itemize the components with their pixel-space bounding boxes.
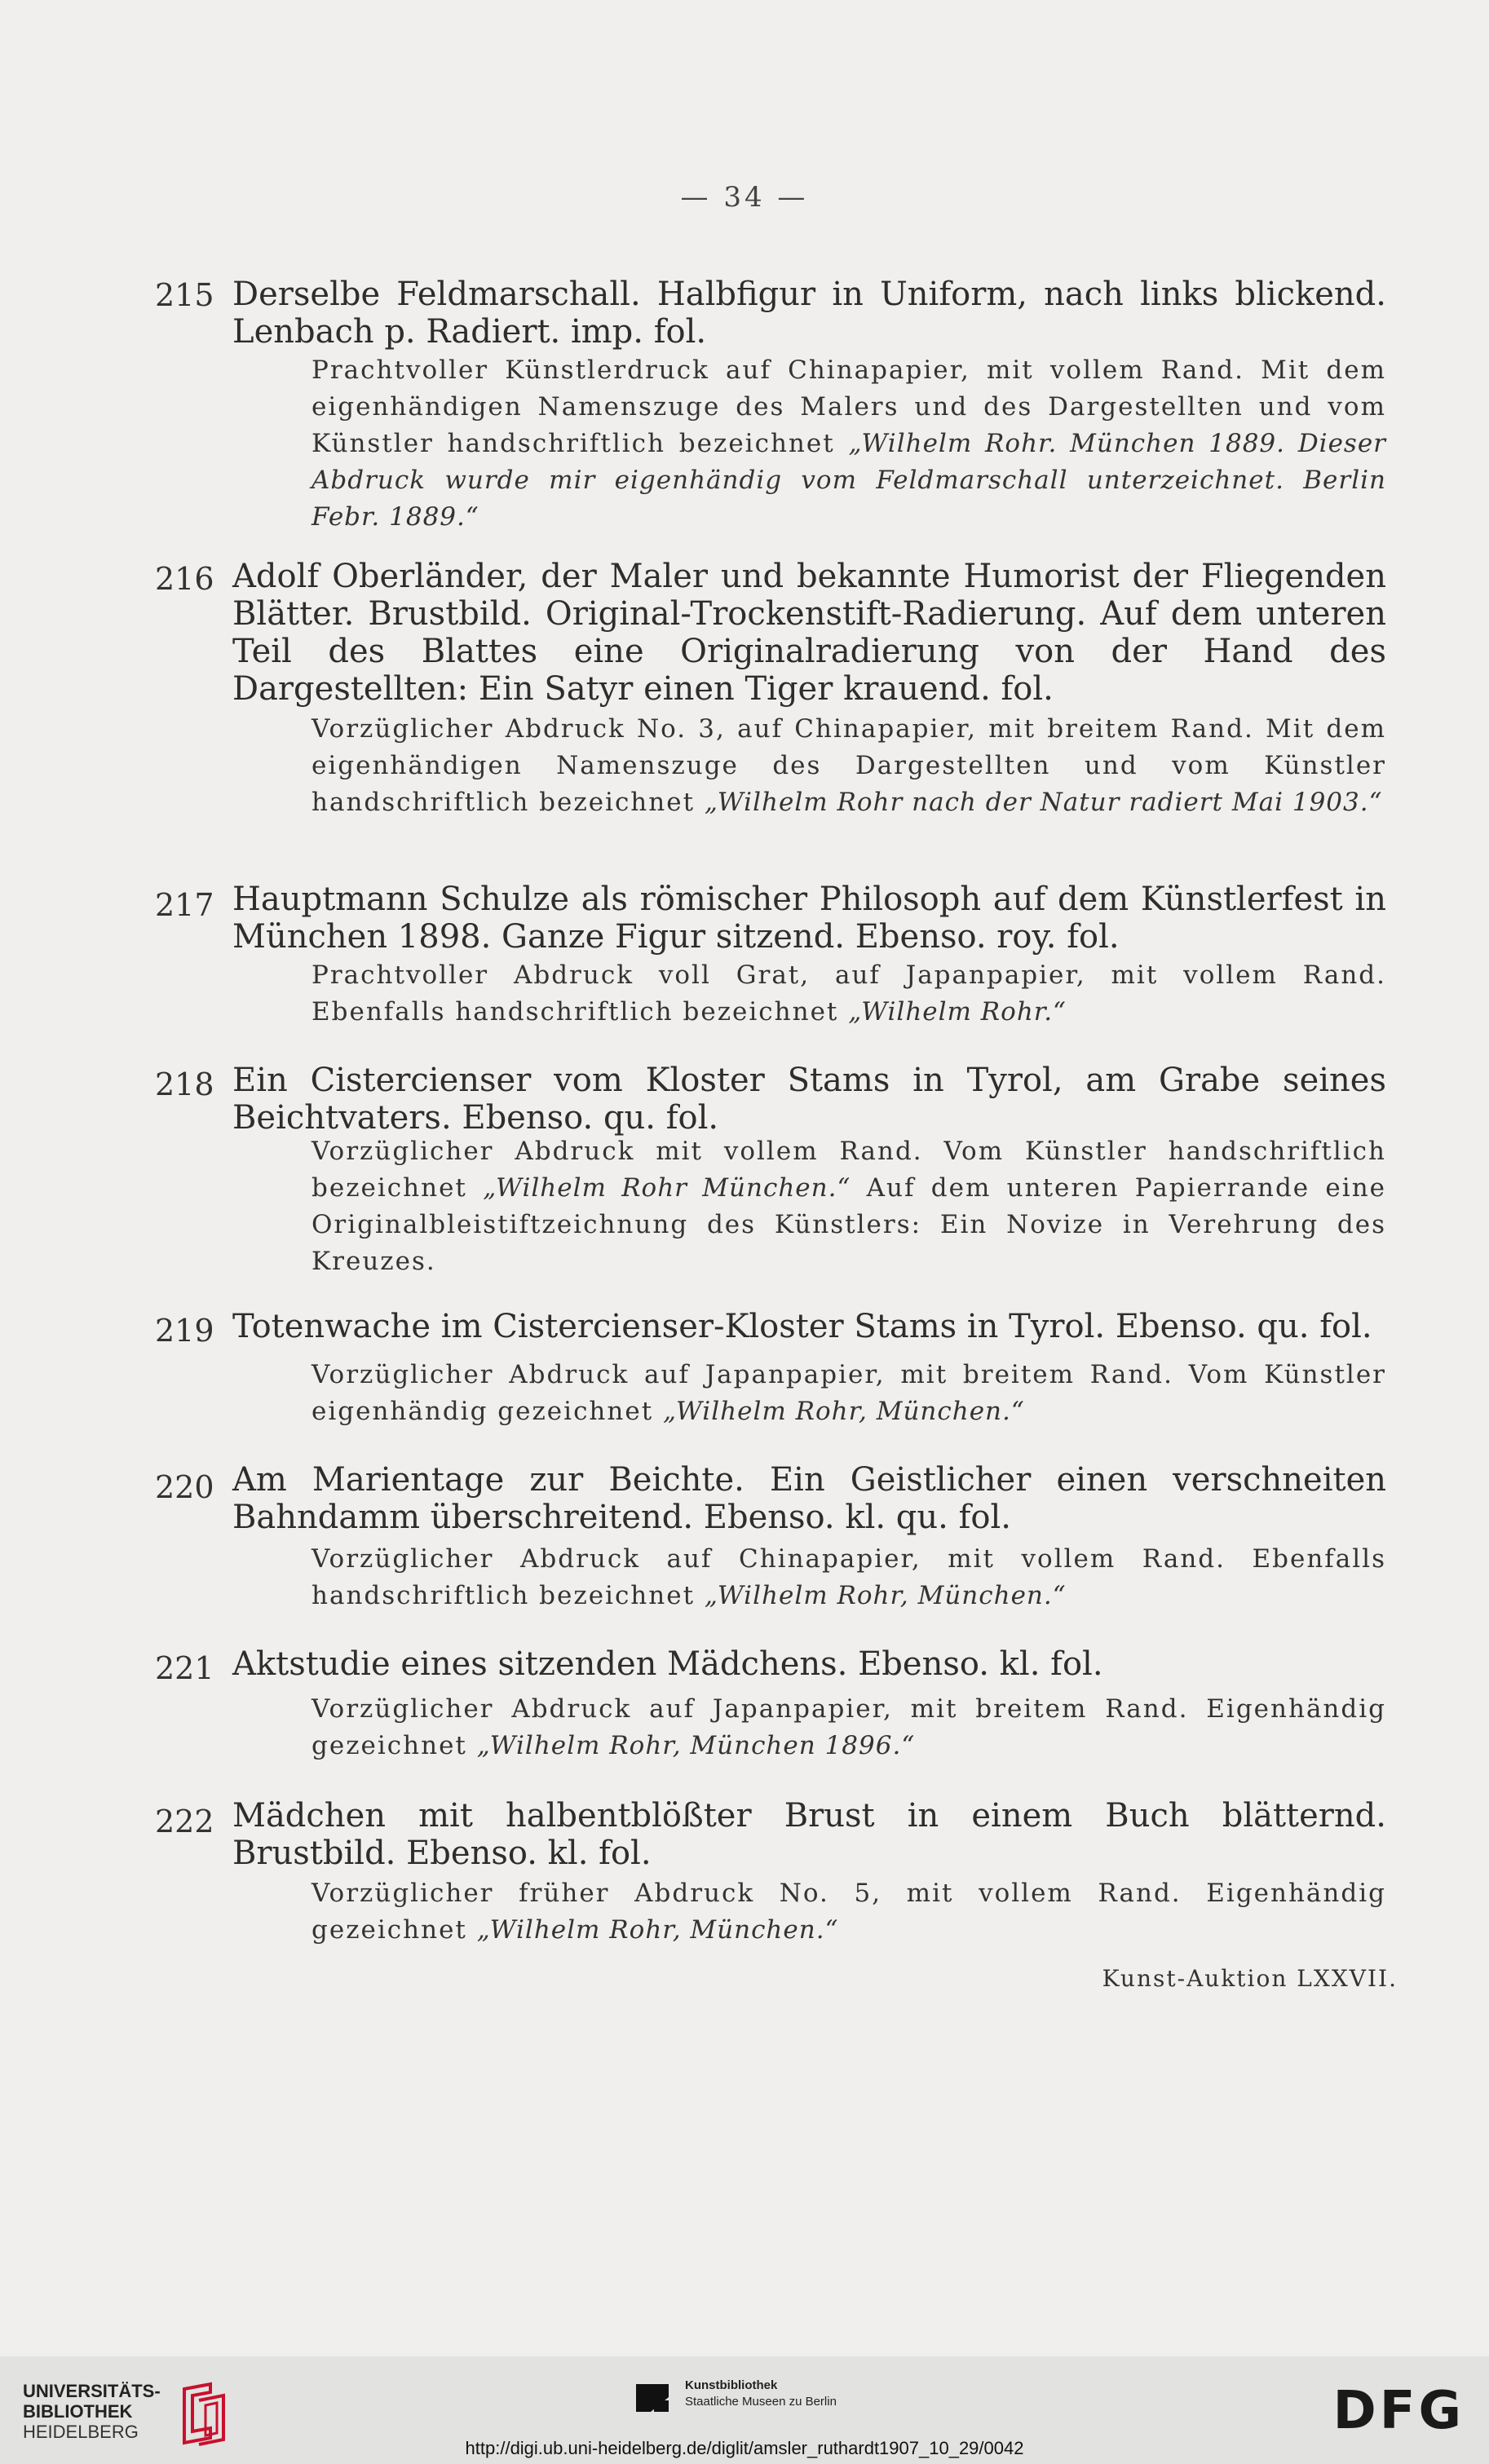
lot-description [311, 957, 1386, 1031]
desc-inscription: „Wilhelm Rohr, München.“ [663, 1397, 1025, 1426]
ub-logo-text: UNIVERSITÄTS- BIBLIOTHEK HEIDELBERG [23, 2381, 161, 2442]
lot-description [311, 711, 1386, 821]
desc-inscription: „Wilhelm Rohr, München.“ [476, 1915, 839, 1945]
lot-number: 217 [155, 887, 214, 923]
lot-number: 222 [155, 1804, 214, 1839]
desc-inscription: „Wilhelm Rohr nach der Natur radiert Mai 1903.“ [704, 788, 1383, 817]
lot-number: 221 [155, 1650, 214, 1686]
page-number: — 34 — [680, 181, 809, 214]
catalog-footer-note: Kunst-Auktion LXXVII. [1102, 1965, 1398, 1992]
lot-title: Hauptmann Schulze als römischer Philosoph auf dem Künstlerfest in München 1898. Ganze Figur sitzend. Ebenso. roy. fol. [232, 881, 1386, 956]
lot-description [311, 1875, 1386, 1949]
kunstbibliothek-text: Kunstbibliothek Staatliche Museen zu Berlin [685, 2378, 837, 2409]
desc-inscription: „Wilhelm Rohr, München.“ [704, 1581, 1067, 1610]
ub-heidelberg-logo[interactable] [23, 2381, 161, 2442]
permalink-url[interactable]: http://digi.ub.uni-heidelberg.de/diglit/amsler_ruthardt1907_10_29/0042 [465, 2438, 1024, 2458]
lot-title: Totenwache im Cistercienser-Kloster Stams in Tyrol. Ebenso. qu. fol. [232, 1308, 1372, 1345]
desc-text: Vorzüglicher Abdruck auf Japanpapier, mit breitem Rand. Eigenhändig gezeichnet [311, 1694, 1386, 1760]
lot-number: 215 [155, 277, 214, 313]
lot-title: Derselbe Feldmarschall. Halbfigur in Uniform, nach links blickend. Lenbach p. Radiert. imp. fol. [232, 276, 1386, 351]
digitization-footer-bar [0, 2356, 1489, 2464]
desc-text: Vorzüglicher Abdruck mit vollem Rand. Vom Künstler handschriftlich bezeichnet [311, 1137, 1386, 1203]
desc-inscription: „Wilhelm Rohr.“ [848, 997, 1067, 1027]
desc-text: Prachtvoller Künstlerdruck auf Chinapapier, mit vollem Rand. Mit dem eigenhändigen Namenszuge des Malers und des Dargestellten und vom Künstler handschriftlich bezeichnet [311, 355, 1386, 458]
desc-text: Vorzüglicher früher Abdruck No. 5, mit vollem Rand. Eigenhändig gezeichnet [311, 1879, 1386, 1945]
desc-text: Vorzüglicher Abdruck auf Chinapapier, mit vollem Rand. Ebenfalls handschriftlich bezeichnet [311, 1544, 1386, 1610]
lot-number: 219 [155, 1313, 214, 1349]
lot-description [311, 1133, 1386, 1280]
lot-description [311, 1541, 1386, 1614]
lot-number: 218 [155, 1066, 214, 1102]
lot-description [311, 1691, 1386, 1764]
dfg-logo[interactable]: DFG [1332, 2381, 1465, 2441]
ub-emblem-icon [178, 2381, 228, 2446]
lot-description [311, 352, 1386, 536]
lot-title: Adolf Oberländer, der Maler und bekannte Humorist der Fliegenden Blätter. Brustbild. Original-Trockenstift-Radierung. Auf dem unteren Teil des Blattes eine Originalradierung von der Hand des Dargestellten: Ein Satyr einen Tiger krauend. fol. [232, 558, 1386, 708]
lot-number: 220 [155, 1469, 214, 1505]
lot-number: 216 [155, 561, 214, 597]
lot-title: Aktstudie eines sitzenden Mädchens. Ebenso. kl. fol. [232, 1645, 1103, 1683]
desc-text: Vorzüglicher Abdruck auf Japanpapier, mit breitem Rand. Vom Künstler eigenhändig gezeichnet [311, 1360, 1386, 1426]
kunstbibliothek-emblem-icon [634, 2379, 670, 2415]
desc-text: Vorzüglicher Abdruck No. 3, auf Chinapapier, mit breitem Rand. Mit dem eigenhändigen Namenszuge des Dargestellten und vom Künstler handschriftlich bezeichnet [311, 714, 1386, 817]
lot-title: Mädchen mit halbentblößter Brust in einem Buch blätternd. Brustbild. Ebenso. kl. fol. [232, 1797, 1386, 1872]
desc-text-after: Auf dem unteren Papierrande eine Originalbleistiftzeichnung des Künstlers: Ein Novize in Verehrung des Kreuzes. [311, 1173, 1387, 1276]
lot-description [311, 1357, 1386, 1430]
lot-title: Ein Cistercienser vom Kloster Stams in Tyrol, am Grabe seines Beichtvaters. Ebenso. qu. fol. [232, 1062, 1386, 1137]
desc-text: Prachtvoller Abdruck voll Grat, auf Japanpapier, mit vollem Rand. Ebenfalls handschriftlich bezeichnet [311, 960, 1386, 1027]
desc-inscription: „Wilhelm Rohr, München 1896.“ [476, 1731, 916, 1760]
lot-title: Am Marientage zur Beichte. Ein Geistlicher einen verschneiten Bahndamm überschreitend. Ebenso. kl. qu. fol. [232, 1461, 1386, 1536]
desc-inscription: „Wilhelm Rohr München.“ [483, 1173, 851, 1203]
desc-inscription: „Wilhelm Rohr. München 1889. Dieser Abdruck wurde mir eigenhändig vom Feldmarschall unterzeichnet. Berlin Febr. 1889.“ [311, 429, 1387, 532]
